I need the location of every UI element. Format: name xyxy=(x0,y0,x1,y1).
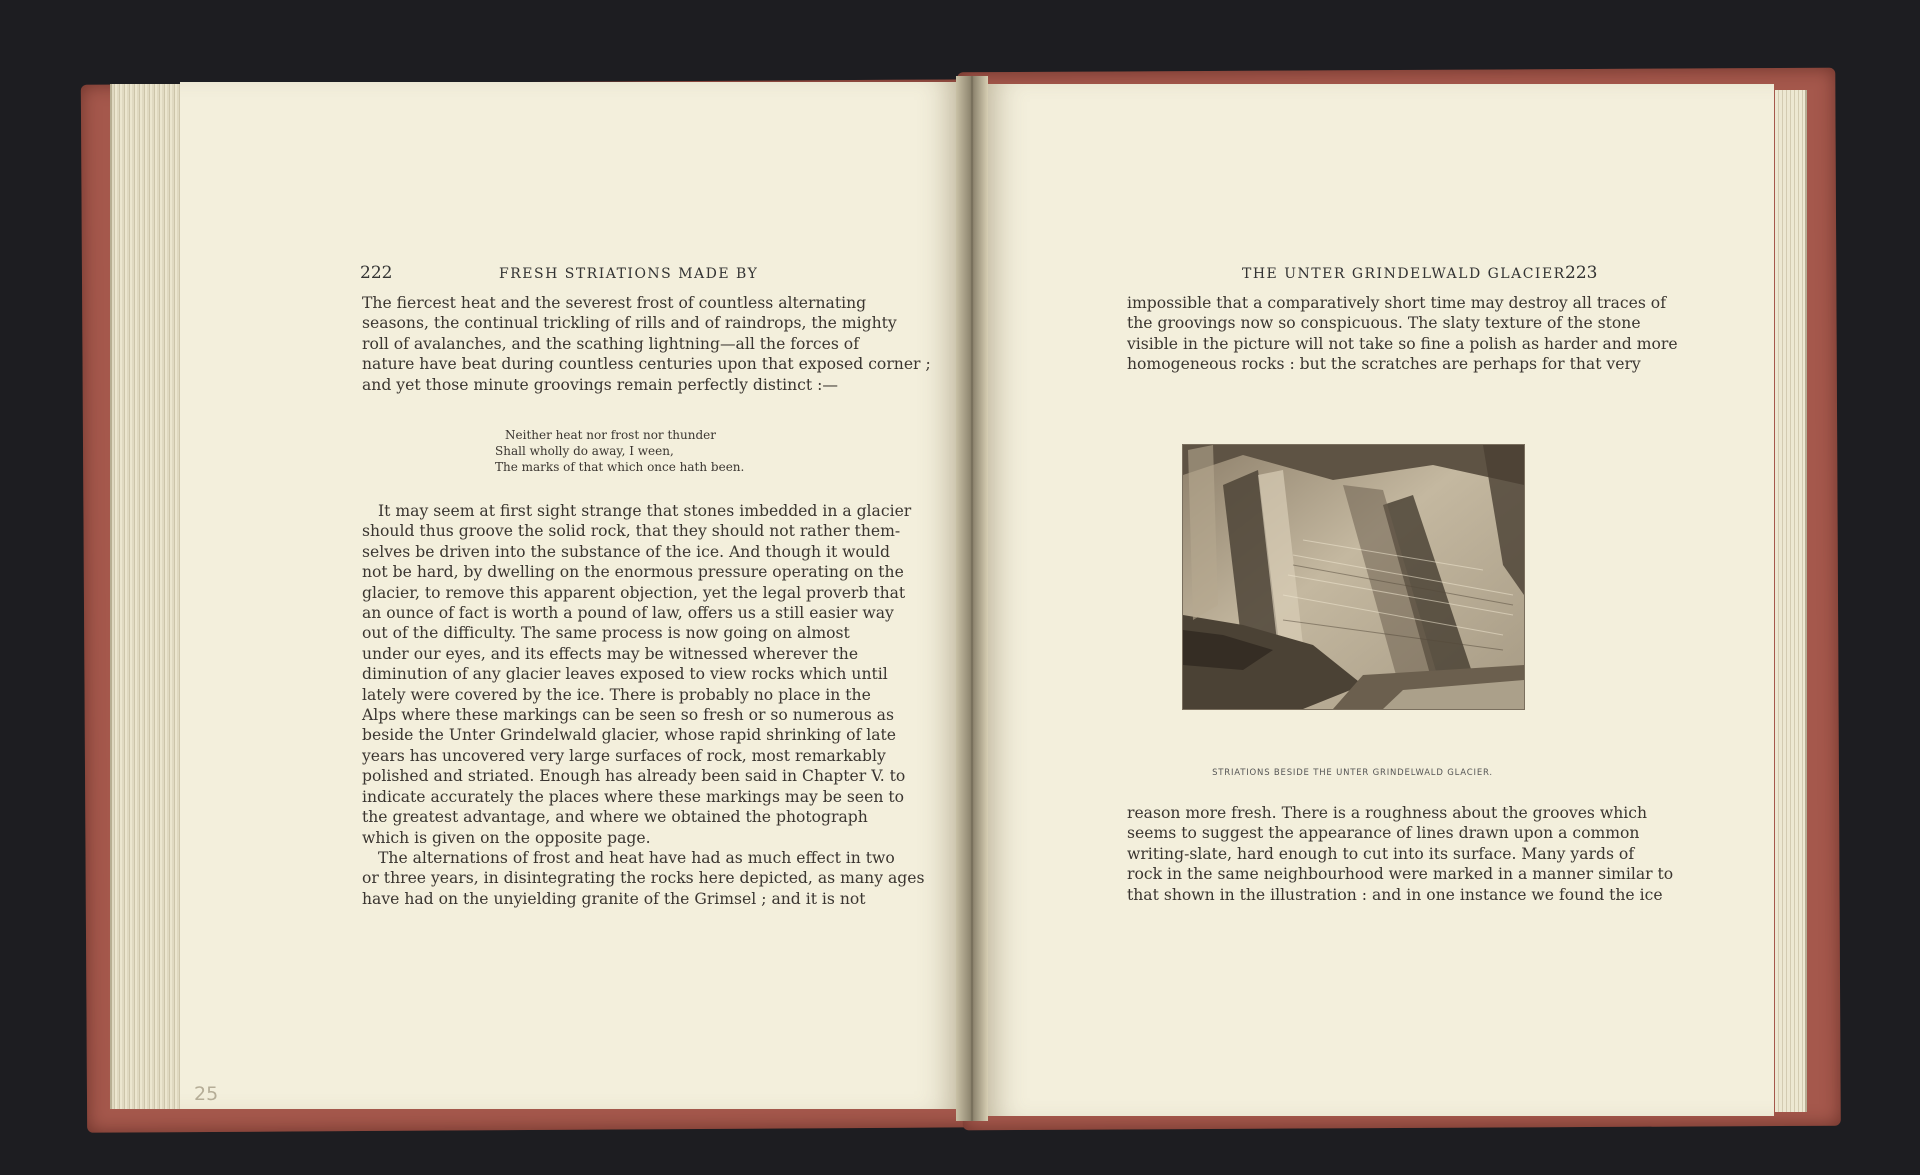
poem-line: Shall wholly do away, I ween, xyxy=(495,444,674,458)
text-line: Alps where these markings can be seen so fresh or so numerous as xyxy=(362,706,894,725)
text-line: and yet those minute groovings remain perfectly distinct :— xyxy=(362,375,838,394)
page-edges-right xyxy=(1775,90,1807,1112)
poem-line: The marks of that which once hath been. xyxy=(495,460,745,474)
text-line: writing-slate, hard enough to cut into its surface. Many yards of xyxy=(1127,844,1635,863)
text-line: seasons, the continual trickling of rills and of raindrops, the mighty xyxy=(362,314,897,333)
text-line: should thus groove the solid rock, that they should not rather them- xyxy=(362,522,901,541)
running-head-left: FRESH STRIATIONS MADE BY xyxy=(499,266,759,282)
text-line: seems to suggest the appearance of lines drawn upon a common xyxy=(1127,824,1640,843)
text-line: beside the Unter Grindelwald glacier, whose rapid shrinking of late xyxy=(362,726,897,745)
text-line: reason more fresh. There is a roughness about the grooves which xyxy=(1127,804,1648,822)
text-line: indicate accurately the places where these markings may be seen to xyxy=(362,787,905,806)
text-line: the greatest advantage, and where we obtained the photograph xyxy=(362,808,868,827)
page-number-left: 222 xyxy=(360,263,393,283)
text-line: have had on the unyielding granite of the Grimsel ; and it is not xyxy=(362,889,866,908)
text-line: the groovings now so conspicuous. The slaty texture of the stone xyxy=(1127,314,1641,333)
text-line: polished and striated. Enough has already been said in Chapter V. to xyxy=(362,767,906,786)
text-line: an ounce of fact is worth a pound of law, offers us a still easier way xyxy=(362,604,894,623)
text-line: lately were covered by the ice. There is probably no place in the xyxy=(362,685,871,704)
text-line: It may seem at first sight strange that stones imbedded in a glacier xyxy=(378,502,912,520)
page-number-right: 223 xyxy=(1565,263,1598,283)
text-line: rock in the same neighbourhood were marked in a manner similar to xyxy=(1127,865,1674,884)
right-paragraph-2 xyxy=(1127,803,1674,905)
text-line: out of the difficulty. The same process is now going on almost xyxy=(362,624,850,643)
text-line: years has uncovered very large surfaces of rock, most remarkably xyxy=(362,746,886,765)
page-edges-left xyxy=(110,84,184,1109)
text-line: nature have beat during countless centuries upon that exposed corner ; xyxy=(362,355,931,374)
text-line: not be hard, by dwelling on the enormous pressure operating on the xyxy=(362,563,904,582)
book-gutter xyxy=(956,76,988,1121)
left-paragraph-1 xyxy=(362,293,931,395)
pencil-mark: 25 xyxy=(194,1083,219,1105)
poem-line: Neither heat nor frost nor thunder xyxy=(505,428,716,442)
left-paragraph-3 xyxy=(362,848,925,909)
text-line: The alternations of frost and heat have had as much effect in two xyxy=(378,849,895,867)
text-line: that shown in the illustration : and in one instance we found the ice xyxy=(1127,885,1663,904)
text-line: which is given on the opposite page. xyxy=(362,828,651,847)
text-line: visible in the picture will not take so fine a polish as harder and more xyxy=(1127,334,1678,353)
running-head-right: THE UNTER GRINDELWALD GLACIER. xyxy=(1242,266,1572,282)
text-line: impossible that a comparatively short time may destroy all traces of xyxy=(1127,294,1666,312)
text-line: homogeneous rocks : but the scratches are perhaps for that very xyxy=(1127,355,1641,374)
text-line: glacier, to remove this apparent objection, yet the legal proverb that xyxy=(362,583,906,602)
text-line: or three years, in disintegrating the rocks here depicted, as many ages xyxy=(362,869,925,888)
right-paragraph-1 xyxy=(1127,293,1678,375)
text-line: The fiercest heat and the severest frost of countless alternating xyxy=(362,294,867,312)
glacier-striations-photograph xyxy=(1182,444,1525,710)
poem-quotation xyxy=(495,427,745,475)
photo-caption: STRIATIONS BESIDE THE UNTER GRINDELWALD GLACIER. xyxy=(1212,768,1493,778)
text-line: under our eyes, and its effects may be witnessed wherever the xyxy=(362,644,859,663)
text-line: roll of avalanches, and the scathing lightning—all the forces of xyxy=(362,334,859,353)
text-line: diminution of any glacier leaves exposed to view rocks which until xyxy=(362,665,888,684)
left-paragraph-2 xyxy=(362,501,912,848)
text-line: selves be driven into the substance of the ice. And though it would xyxy=(362,542,890,561)
